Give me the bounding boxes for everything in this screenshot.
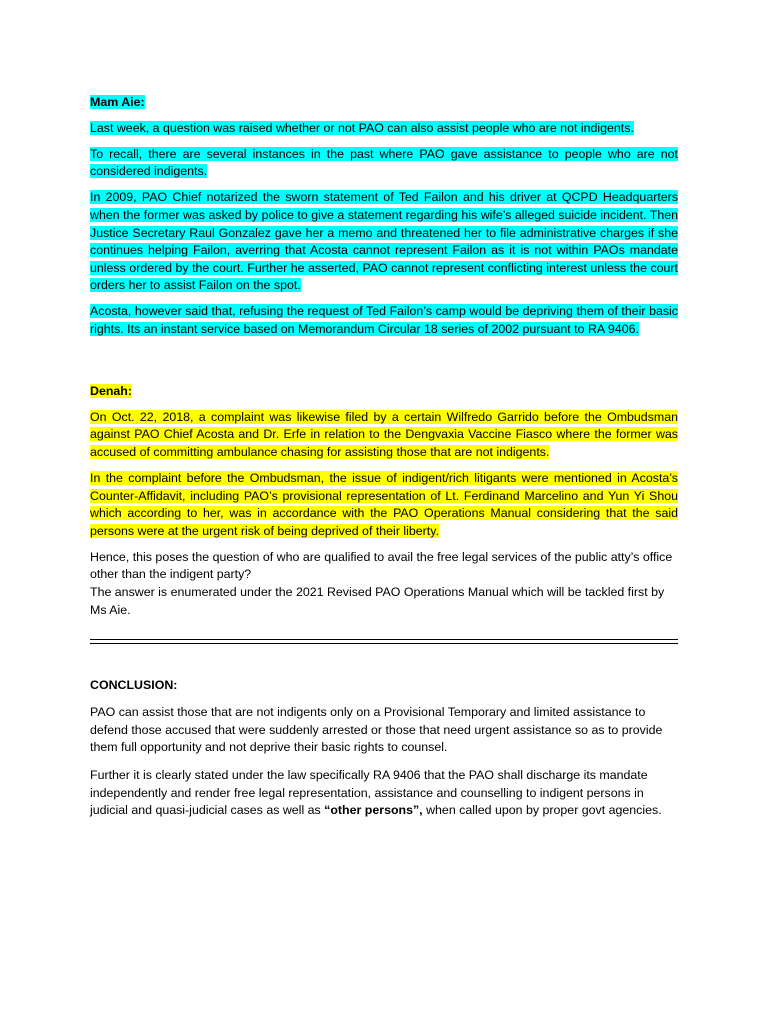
paragraph: In the complaint before the Ombudsman, the issue of indigent/rich litigants were mentioned in Acosta’s Counter-Affidavit, including PAO’s provisional representation of Lt. Ferdinand Marcelino and Yun Yi Shou which according to her, was in accordance with the PAO Operations Manual considering that the said persons were at the urgent risk of being deprived of their liberty. xyxy=(90,471,678,538)
section-conclusion xyxy=(90,677,678,820)
paragraph: PAO can assist those that are not indigents only on a Provisional Temporary and limited assistance to defend those accused that were suddenly arrested or those that need urgent assistance so as to provide them full opportunity and not deprive their basic rights to counsel. xyxy=(90,705,663,755)
paragraph: Further it is clearly stated under the law specifically RA 9406 that the PAO shall discharge its mandate independently and render free legal representation, assistance and counselling to indigent persons in judicial and quasi-judicial cases as well as “other persons”, when called upon by proper govt agencies. xyxy=(90,768,662,818)
section-denah xyxy=(90,383,678,619)
section-heading: CONCLUSION: xyxy=(90,677,178,692)
paragraph: Hence, this poses the question of who are qualified to avail the free legal services of the public atty’s office other than the indigent party? The answer is enumerated under the 2021 Revised PAO Operations Manual which will be tackled first by Ms Aie. xyxy=(90,549,673,617)
section-heading: Mam Aie: xyxy=(90,95,145,109)
bold-phrase: “other persons”, xyxy=(324,803,423,818)
paragraph: Last week, a question was raised whether or not PAO can also assist people who are not indigents. xyxy=(90,120,634,135)
double-rule-divider xyxy=(90,639,678,643)
section-mam-aie xyxy=(90,94,678,339)
paragraph: To recall, there are several instances in the past where PAO gave assistance to people who are not considered indigents. xyxy=(90,146,678,179)
paragraph: On Oct. 22, 2018, a complaint was likewise filed by a certain Wilfredo Garrido before the Ombudsman against PAO Chief Acosta and Dr. Erfe in relation to the Dengvaxia Vaccine Fiasco where the former was accused of committing ambulance chasing for assisting those that are not indigents. xyxy=(90,409,678,459)
document-body xyxy=(90,94,678,820)
paragraph: Acosta, however said that, refusing the request of Ted Failon’s camp would be depriving them of their basic rights. Its an instant service based on Memorandum Circular 18 series of 2002 pursuant to RA 9406. xyxy=(90,304,678,337)
spacer xyxy=(90,347,678,383)
section-heading: Denah: xyxy=(90,384,132,399)
paragraph: In 2009, PAO Chief notarized the sworn statement of Ted Failon and his driver at QCPD Headquarters when the former was asked by police to give a statement regarding his wife’s alleged suicide incident. Then Justice Secretary Raul Gonzalez gave her a memo and threatened her to file administrative charges if she continues helping Failon, averring that Acosta cannot represent Failon as it is not within PAOs mandate unless ordered by the court. Further he asserted, PAO cannot represent conflicting interest unless the court orders her to assist Failon on the spot. xyxy=(90,190,678,293)
